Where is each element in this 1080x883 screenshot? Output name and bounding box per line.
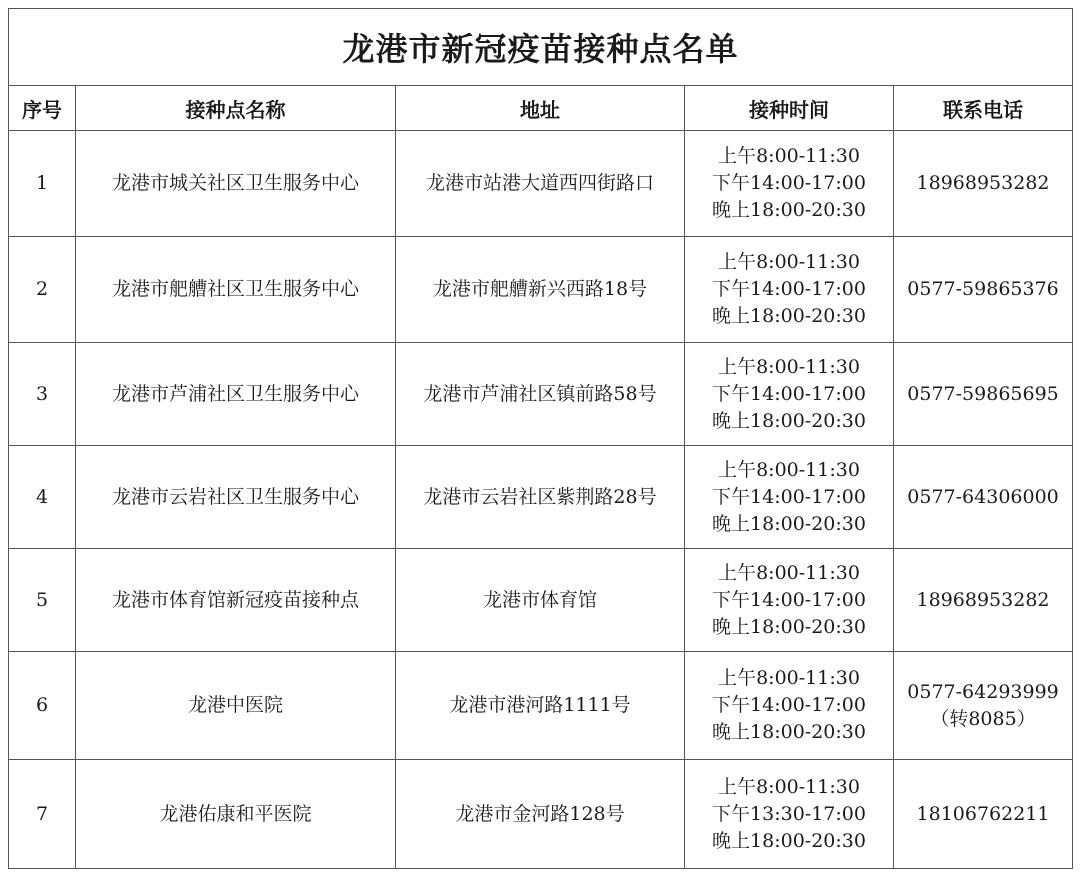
site-address: 龙港市港河路1111号: [396, 652, 685, 760]
header-address: 地址: [396, 86, 685, 131]
time-afternoon: 下午14:00-17:00: [712, 694, 866, 716]
site-times: [685, 237, 894, 343]
table-row: [9, 343, 1073, 446]
phone-number: 18968953282: [916, 588, 1050, 611]
site-phone: [894, 549, 1073, 652]
site-name: 龙港市城关社区卫生服务中心: [76, 131, 396, 237]
time-morning: 上午8:00-11:30: [718, 775, 860, 798]
vaccination-sites-table: [8, 8, 1073, 869]
title-row: [9, 9, 1073, 86]
site-times: [685, 446, 894, 549]
site-address: 龙港市金河路128号: [396, 760, 685, 869]
site-phone: [894, 131, 1073, 237]
time-morning: 上午8:00-11:30: [718, 561, 860, 584]
site-name: 龙港佑康和平医院: [76, 760, 396, 869]
time-evening: 晚上18:00-20:30: [712, 615, 866, 638]
site-times: [685, 131, 894, 237]
time-evening: 晚上18:00-20:30: [712, 409, 866, 432]
site-name: 龙港市体育馆新冠疫苗接种点: [76, 549, 396, 652]
site-phone: [894, 652, 1073, 760]
phone-number: 0577-64293999: [907, 680, 1059, 703]
table-row: [9, 652, 1073, 760]
time-afternoon: 下午13:30-17:00: [712, 802, 866, 825]
site-address: 龙港市体育馆: [396, 549, 685, 652]
site-address: 龙港市站港大道西四街路口: [396, 131, 685, 237]
time-afternoon: 下午14:00-17:00: [712, 588, 866, 611]
header-site-name: 接种点名称: [76, 86, 396, 131]
phone-number: 0577-59865376: [907, 278, 1059, 300]
site-name: 龙港市云岩社区卫生服务中心: [76, 446, 396, 549]
site-address: 龙港市云岩社区紫荆路28号: [396, 446, 685, 549]
site-times: [685, 652, 894, 760]
header-time: 接种时间: [685, 86, 894, 131]
site-phone: [894, 446, 1073, 549]
phone-number: 0577-64306000: [907, 485, 1059, 508]
time-evening: 晚上18:00-20:30: [712, 829, 866, 852]
time-afternoon: 下午14:00-17:00: [712, 278, 866, 300]
site-address: 龙港市芦浦社区镇前路58号: [396, 343, 685, 446]
phone-number: 18106762211: [916, 802, 1050, 825]
row-number: 6: [9, 652, 76, 760]
site-times: [685, 549, 894, 652]
table-row: [9, 760, 1073, 869]
time-afternoon: 下午14:00-17:00: [712, 172, 866, 194]
row-number: 1: [9, 131, 76, 237]
header-no: 序号: [9, 86, 76, 131]
row-number: 4: [9, 446, 76, 549]
row-number: 3: [9, 343, 76, 446]
time-morning: 上午8:00-11:30: [718, 355, 860, 378]
table-row: [9, 446, 1073, 549]
time-morning: 上午8:00-11:30: [718, 667, 860, 689]
row-number: 2: [9, 237, 76, 343]
table-row: [9, 549, 1073, 652]
row-number: 7: [9, 760, 76, 869]
vaccination-sites-sheet: [8, 8, 1072, 874]
table-row: [9, 237, 1073, 343]
header-phone: 联系电话: [894, 86, 1073, 131]
site-times: [685, 760, 894, 869]
site-address: 龙港市舥艚新兴西路18号: [396, 237, 685, 343]
table-row: [9, 131, 1073, 237]
time-afternoon: 下午14:00-17:00: [712, 485, 866, 508]
site-name: 龙港中医院: [76, 652, 396, 760]
row-number: 5: [9, 549, 76, 652]
site-name: 龙港市舥艚社区卫生服务中心: [76, 237, 396, 343]
time-evening: 晚上18:00-20:30: [712, 199, 866, 221]
phone-number: 0577-59865695: [907, 382, 1059, 405]
time-evening: 晚上18:00-20:30: [712, 305, 866, 327]
phone-number: 18968953282: [916, 172, 1050, 194]
time-morning: 上午8:00-11:30: [718, 251, 860, 273]
site-phone: [894, 237, 1073, 343]
phone-extension: （转8085）: [930, 707, 1036, 730]
site-phone: [894, 760, 1073, 869]
header-row: [9, 86, 1073, 131]
time-morning: 上午8:00-11:30: [718, 458, 860, 481]
site-phone: [894, 343, 1073, 446]
time-evening: 晚上18:00-20:30: [712, 512, 866, 535]
time-evening: 晚上18:00-20:30: [712, 721, 866, 743]
time-morning: 上午8:00-11:30: [718, 145, 860, 167]
site-times: [685, 343, 894, 446]
table-title: 龙港市新冠疫苗接种点名单: [9, 9, 1073, 86]
site-name: 龙港市芦浦社区卫生服务中心: [76, 343, 396, 446]
time-afternoon: 下午14:00-17:00: [712, 382, 866, 405]
